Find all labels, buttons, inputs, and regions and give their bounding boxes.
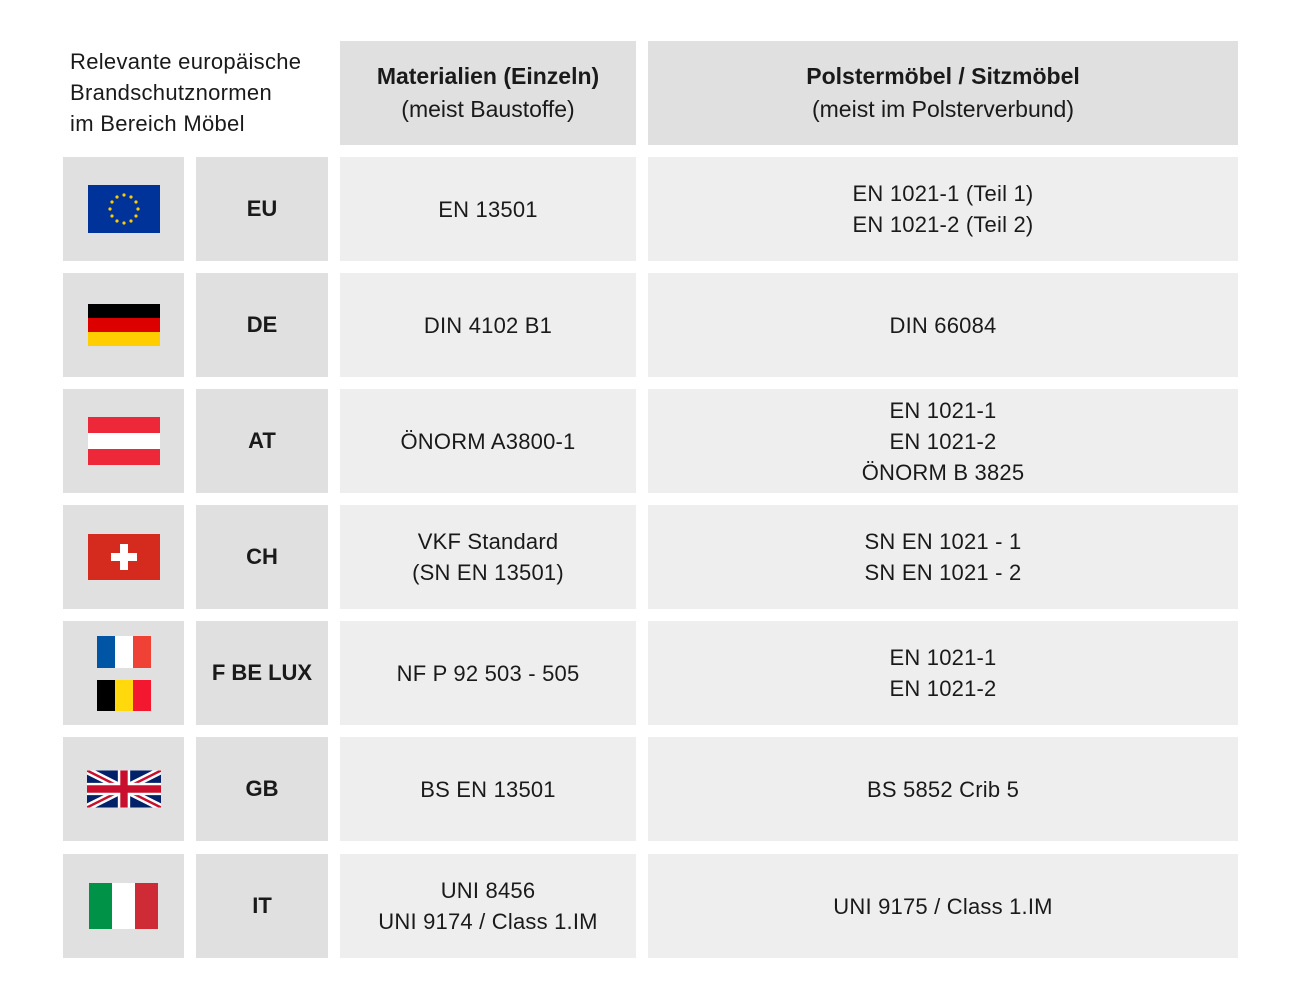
materials-header-title: Materialien (Einzeln) — [376, 63, 600, 89]
norm-text: BS 5852 Crib 5 — [867, 776, 1019, 802]
eu-flag-icon — [88, 185, 160, 233]
intro-line: Brandschutznormen — [70, 80, 272, 105]
norm-text: EN 1021-2 — [889, 428, 997, 454]
norm-text: ÖNORM B 3825 — [861, 459, 1025, 485]
upholstery-column-header — [648, 41, 1238, 145]
materials-cell-at — [340, 389, 636, 493]
upholstery-cell-ch — [648, 505, 1238, 609]
france-flag-icon — [97, 636, 151, 668]
upholstery-cell-at — [648, 389, 1238, 493]
materials-column-header — [340, 41, 636, 145]
norm-text: BS EN 13501 — [420, 776, 556, 802]
norm-text: SN EN 1021 - 2 — [864, 560, 1022, 585]
norm-text: (SN EN 13501) — [412, 560, 564, 585]
flag-cell-eu — [63, 157, 184, 261]
country-code-f-be-lux: F BE LUX — [196, 621, 328, 725]
norm-text: DIN 4102 B1 — [423, 312, 553, 338]
country-code-gb: GB — [196, 737, 328, 841]
materials-cell-f-be-lux — [340, 621, 636, 725]
norm-text: EN 1021-2 (Teil 2) — [852, 212, 1034, 237]
norm-text: EN 1021-1 — [889, 645, 997, 670]
italy-flag-icon — [89, 883, 158, 929]
belgium-flag-icon — [97, 680, 151, 711]
germany-flag-icon — [88, 304, 160, 346]
intro-line: im Bereich Möbel — [70, 111, 245, 136]
flag-cell-gb — [63, 737, 184, 841]
country-code-ch: CH — [196, 505, 328, 609]
materials-cell-it — [340, 854, 636, 958]
materials-cell-gb — [340, 737, 636, 841]
country-code-it: IT — [196, 854, 328, 958]
norm-text: EN 13501 — [438, 196, 538, 222]
norm-text: DIN 66084 — [889, 312, 997, 338]
materials-header-subtitle: (meist Baustoffe) — [401, 96, 575, 122]
norm-text: EN 1021-1 — [889, 397, 997, 423]
uk-flag-icon — [87, 767, 161, 811]
norm-text: ÖNORM A3800-1 — [400, 428, 576, 454]
norm-text: UNI 8456 — [440, 878, 536, 903]
intro-line: Relevante europäische — [70, 49, 302, 74]
norm-text: EN 1021-1 (Teil 1) — [852, 181, 1034, 206]
norm-text: VKF Standard — [417, 529, 559, 554]
upholstery-header-subtitle: (meist im Polsterverbund) — [811, 96, 1075, 122]
country-code-de: DE — [196, 273, 328, 377]
upholstery-cell-gb — [648, 737, 1238, 841]
norm-text: UNI 9174 / Class 1.IM — [378, 909, 598, 934]
flag-cell-de — [63, 273, 184, 377]
norm-text: SN EN 1021 - 1 — [864, 529, 1022, 554]
upholstery-cell-f-be-lux — [648, 621, 1238, 725]
table-intro-text — [70, 46, 335, 139]
materials-cell-de — [340, 273, 636, 377]
country-code-at: AT — [196, 389, 328, 493]
upholstery-cell-de — [648, 273, 1238, 377]
upholstery-cell-eu — [648, 157, 1238, 261]
norm-text: NF P 92 503 - 505 — [396, 660, 580, 686]
switzerland-flag-icon — [88, 534, 160, 580]
country-code-eu: EU — [196, 157, 328, 261]
austria-flag-icon — [88, 417, 160, 465]
materials-cell-eu — [340, 157, 636, 261]
norm-text: EN 1021-2 — [889, 676, 997, 701]
flag-cell-it — [63, 854, 184, 958]
flag-cell-ch — [63, 505, 184, 609]
materials-cell-ch — [340, 505, 636, 609]
upholstery-header-title: Polstermöbel / Sitzmöbel — [806, 63, 1080, 89]
flag-cell-f-be-lux — [63, 621, 184, 725]
upholstery-cell-it — [648, 854, 1238, 958]
norm-text: UNI 9175 / Class 1.IM — [833, 893, 1053, 919]
flag-cell-at — [63, 389, 184, 493]
